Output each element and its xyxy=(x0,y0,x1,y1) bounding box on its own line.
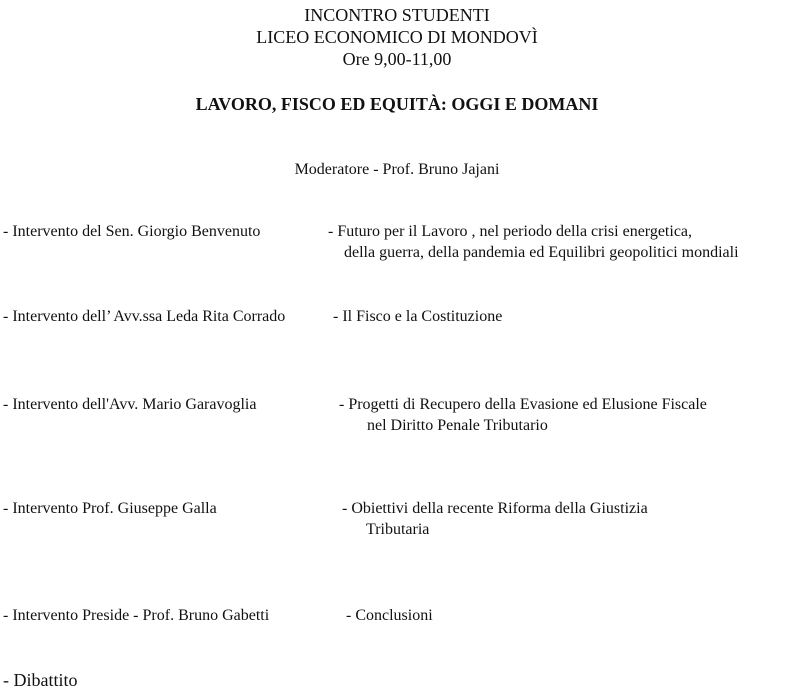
speaker-label: - Intervento Preside - Prof. Bruno Gabetti xyxy=(3,607,270,624)
speaker-label: - Intervento del Sen. Giorgio Benvenuto xyxy=(3,223,261,240)
debate-line: - Dibattito xyxy=(3,670,78,690)
speaker-label: - Intervento dell'Avv. Mario Garavoglia xyxy=(3,396,257,413)
topic-label-continued: Tributaria xyxy=(366,521,430,538)
topic-label: - Obiettivi della recente Riforma della Giustizia xyxy=(342,500,648,517)
topic-label-continued: della guerra, della pandemia ed Equilibri geopolitici mondiali xyxy=(344,244,739,261)
speaker-label: - Intervento dell’ Avv.ssa Leda Rita Corrado xyxy=(3,308,286,325)
speaker-label: - Intervento Prof. Giuseppe Galla xyxy=(3,500,217,517)
event-title: LAVORO, FISCO ED EQUITÀ: OGGI E DOMANI xyxy=(195,94,599,114)
moderator-line: Moderatore - Prof. Bruno Jajani xyxy=(294,161,500,178)
topic-label-continued: nel Diritto Penale Tributario xyxy=(367,417,548,434)
topic-label: - Futuro per il Lavoro , nel periodo della crisi energetica, xyxy=(328,223,693,240)
school-name: LICEO ECONOMICO DI MONDOVÌ xyxy=(256,27,538,47)
topic-label: - Conclusioni xyxy=(346,607,433,624)
event-name: INCONTRO STUDENTI xyxy=(304,5,490,25)
event-time: Ore 9,00-11,00 xyxy=(342,49,452,69)
topic-label: - Progetti di Recupero della Evasione ed Elusione Fiscale xyxy=(339,396,707,413)
topic-label: - Il Fisco e la Costituzione xyxy=(333,308,503,325)
